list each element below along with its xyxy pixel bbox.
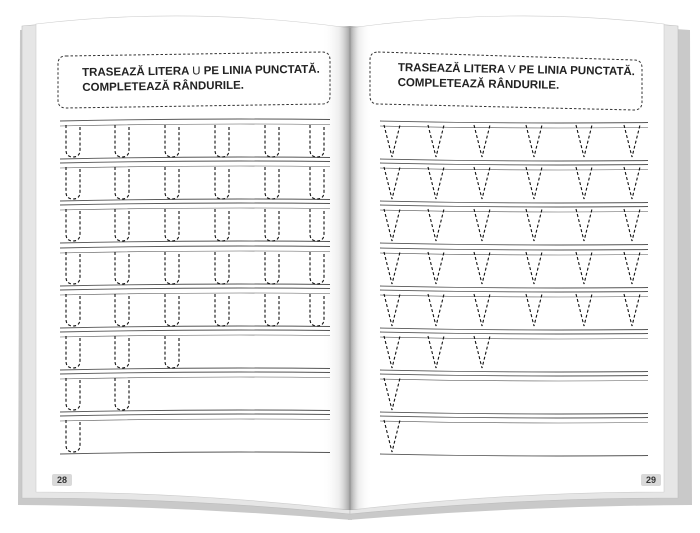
instruction-verb: TRASEAZĂ LITERA (82, 65, 190, 79)
gutter-shadow-left (322, 26, 350, 510)
right-page-number: 29 (641, 474, 661, 486)
left-page-number: 28 (52, 474, 72, 486)
gutter-shadow-right (350, 26, 372, 510)
instruction-line-2: COMPLETEAZĂ RÂNDURILE. (397, 76, 560, 92)
instruction-rest: PE LINIA PUNCTATĂ. (518, 64, 635, 79)
right-instruction-text (397, 61, 635, 95)
left-instruction-text (82, 63, 320, 96)
instruction-letter: V (507, 63, 516, 77)
instruction-rest: PE LINIA PUNCTATĂ. (203, 63, 320, 78)
instruction-letter: U (192, 65, 201, 78)
instruction-line-2: COMPLETEAZĂ RÂNDURILE. (82, 79, 245, 94)
instruction-verb: TRASEAZĂ LITERA (397, 61, 505, 76)
